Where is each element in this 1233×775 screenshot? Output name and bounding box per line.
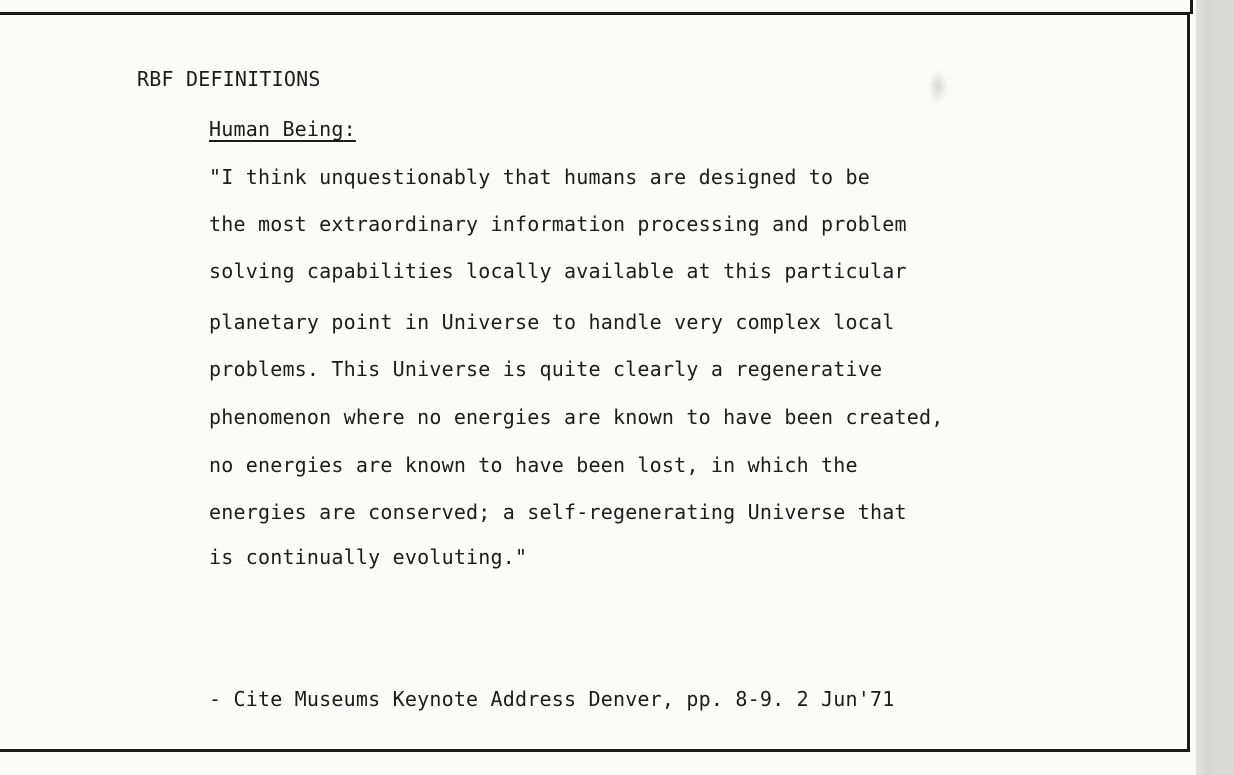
term-label <box>209 117 356 141</box>
card-border <box>0 12 1190 752</box>
quote-line: "I think unquestionably that humans are designed to be <box>209 165 871 189</box>
page-margin-shadow <box>1196 0 1233 775</box>
quote-line: the most extraordinary information processing and problem <box>209 212 907 236</box>
quote-line: problems. This Universe is quite clearly a regenerative <box>209 357 883 381</box>
quote-line: energies are conserved; a self-regenerating Universe that <box>209 500 907 524</box>
frame-edge <box>1190 0 1193 14</box>
quote-line: no energies are known to have been lost, in which the <box>209 453 858 477</box>
card-heading: RBF DEFINITIONS <box>137 67 321 91</box>
quote-line: solving capabilities locally available at this particular <box>209 259 907 283</box>
smudge-mark <box>928 70 948 104</box>
quote-line: is continually evoluting." <box>209 545 528 569</box>
quote-line: phenomenon where no energies are known to have been created, <box>209 405 944 429</box>
citation: - Cite Museums Keynote Address Denver, pp. 8-9. 2 Jun'71 <box>209 687 895 711</box>
term-colon: : <box>343 117 356 141</box>
term-text: Human Being <box>209 117 344 141</box>
quote-line: planetary point in Universe to handle very complex local <box>209 310 895 334</box>
